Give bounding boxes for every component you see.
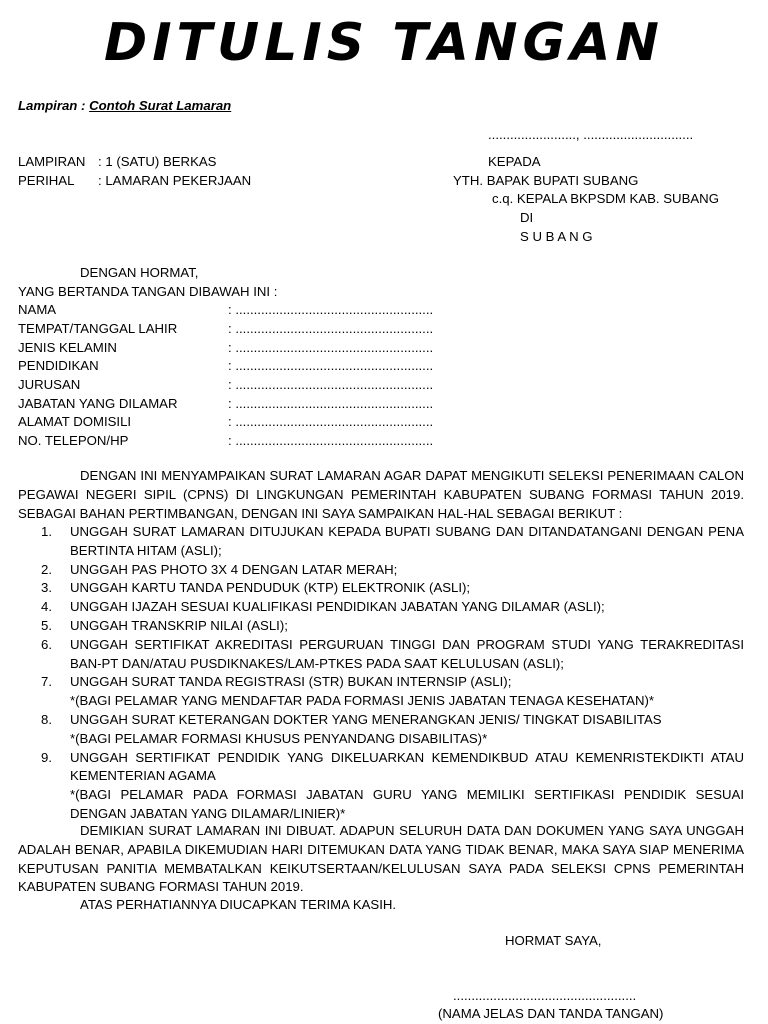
item-number: 3. xyxy=(41,580,52,596)
list-item xyxy=(18,579,744,598)
signoff: HORMAT SAYA, xyxy=(505,933,602,948)
date-place-blank: ........................, .............................. xyxy=(488,127,694,142)
item-text: UNGGAH SURAT KETERANGAN DOKTER YANG MENERANGKAN JENIS/ TINGKAT DISABILITAS xyxy=(70,711,662,727)
greeting: DENGAN HORMAT, xyxy=(80,265,199,280)
signature-line: .................................................. xyxy=(453,988,637,1003)
item-number: 9. xyxy=(41,749,52,765)
item-number: 6. xyxy=(41,636,52,652)
item-number: 5. xyxy=(41,617,52,633)
recipient-kepada: KEPADA xyxy=(488,154,541,169)
recipient-di: DI xyxy=(520,210,534,225)
attachment-line xyxy=(18,98,231,113)
field-value: : ...................................................... xyxy=(228,414,434,429)
list-item xyxy=(18,523,744,561)
thanks-line: ATAS PERHATIANNYA DIUCAPKAN TERIMA KASIH. xyxy=(80,897,397,912)
item-number: 4. xyxy=(41,599,52,615)
list-item xyxy=(18,636,744,674)
lampiran-value: : 1 (SATU) BERKAS xyxy=(98,154,217,169)
item-text: UNGGAH PAS PHOTO 3X 4 DENGAN LATAR MERAH; xyxy=(70,561,398,577)
recipient-yth: YTH. BAPAK BUPATI SUBANG xyxy=(453,173,639,188)
field-label: TEMPAT/TANGGAL LAHIR xyxy=(18,321,178,336)
item-text: UNGGAH KARTU TANDA PENDUDUK (KTP) ELEKTRONIK (ASLI); xyxy=(70,580,471,596)
list-item xyxy=(18,673,744,711)
field-value: : ...................................................... xyxy=(228,396,434,411)
field-label: NO. TELEPON/HP xyxy=(18,433,129,448)
item-text: UNGGAH TRANSKRIP NILAI (ASLI); xyxy=(70,617,288,633)
attachment-prefix: Lampiran : xyxy=(18,98,90,113)
item-number: 8. xyxy=(41,711,52,727)
field-label: NAMA xyxy=(18,302,57,317)
item-note: *(BAGI PELAMAR YANG MENDAFTAR PADA FORMASI JENIS JABATAN TENAGA KESEHATAN)* xyxy=(70,693,655,709)
item-note: *(BAGI PELAMAR FORMASI KHUSUS PENYANDANG DISABILITAS)* xyxy=(70,730,488,746)
item-text: UNGGAH SERTIFIKAT PENDIDIK YANG DIKELUARKAN KEMENDIKBUD ATAU KEMENRISTEKDIKTI ATAU KEMENTERIAN AGAMA xyxy=(70,749,744,784)
item-note: *(BAGI PELAMAR PADA FORMASI JABATAN GURU YANG MEMILIKI SERTIFIKASI PENDIDIK SESUAI DENGAN JABATAN YANG DILAMAR/LINIER)* xyxy=(70,787,744,821)
undersigned-line: YANG BERTANDA TANGAN DIBAWAH INI : xyxy=(18,284,278,299)
field-label: PENDIDIKAN xyxy=(18,358,99,373)
recipient-cq: c.q. KEPALA BKPSDM KAB. SUBANG xyxy=(492,191,719,206)
field-value: : ...................................................... xyxy=(228,340,434,355)
perihal-label: PERIHAL xyxy=(18,173,75,188)
page-banner: DITULIS TANGAN xyxy=(104,13,664,73)
field-label: ALAMAT DOMISILI xyxy=(18,414,132,429)
requirements-list xyxy=(18,523,744,824)
field-value: : ...................................................... xyxy=(228,433,434,448)
list-item xyxy=(18,749,744,824)
perihal-value: : LAMARAN PEKERJAAN xyxy=(98,173,252,188)
lampiran-label: LAMPIRAN xyxy=(18,154,86,169)
field-label: JURUSAN xyxy=(18,377,81,392)
attachment-link[interactable]: Contoh Surat Lamaran xyxy=(89,98,232,113)
item-number: 1. xyxy=(41,524,52,539)
closing-paragraph: DEMIKIAN SURAT LAMARAN INI DIBUAT. ADAPUN SELURUH DATA DAN DOKUMEN YANG SAYA UNGGAH ADALAH BENAR, APABILA DIKEMUDIAN HARI DITEMUKAN DATA YANG TIDAK BENAR, MAKA SAYA SIAP MENERIMA KEPUTUSAN PANITIA MEMBATALKAN KEIKUTSERTAAN/KELULUSAN SAYA PADA SELEKSI CPNS PEMERINTAH KABUPATEN SUBANG FORMASI TAHUN 2019. xyxy=(18,823,744,895)
field-value: : ...................................................... xyxy=(228,377,434,392)
recipient-city: S U B A N G xyxy=(520,229,593,244)
field-label: JENIS KELAMIN xyxy=(18,340,117,355)
item-text: UNGGAH SERTIFIKAT AKREDITASI PERGURUAN TINGGI DAN PROGRAM STUDI YANG TERAKREDITASI BAN-PT DAN/ATAU PUSDIKNAKES/LAM-PTKES PADA SAAT KELULUSAN (ASLI); xyxy=(70,636,744,671)
list-item xyxy=(18,561,744,580)
field-value: : ...................................................... xyxy=(228,302,434,317)
item-number: 7. xyxy=(41,674,52,690)
signature-caption: (NAMA JELAS DAN TANDA TANGAN) xyxy=(438,1006,664,1021)
field-value: : ...................................................... xyxy=(228,321,434,336)
item-number: 2. xyxy=(41,561,52,577)
field-label: JABATAN YANG DILAMAR xyxy=(18,396,178,411)
list-item xyxy=(18,598,744,617)
list-item xyxy=(18,711,744,749)
item-text: UNGGAH IJAZAH SESUAI KUALIFIKASI PENDIDIKAN JABATAN YANG DILAMAR (ASLI); xyxy=(70,599,605,615)
list-item xyxy=(18,617,744,636)
intro-paragraph: DENGAN INI MENYAMPAIKAN SURAT LAMARAN AGAR DAPAT MENGIKUTI SELEKSI PENERIMAAN CALON PEGAWAI NEGERI SIPIL (CPNS) DI LINGKUNGAN PEMERINTAH KABUPATEN SUBANG FORMASI TAHUN 2019. SEBAGAI BAHAN PERTIMBANGAN, DENGAN INI SAYA SAMPAIKAN HAL-HAL SEBAGAI BERIKUT : xyxy=(18,468,744,521)
item-text: UNGGAH SURAT TANDA REGISTRASI (STR) BUKAN INTERNSIP (ASLI); xyxy=(70,674,512,690)
item-text: UNGGAH SURAT LAMARAN DITUJUKAN KEPADA BUPATI SUBANG DAN DITANDATANGANI DENGAN PENA BERTINTA HITAM (ASLI); xyxy=(70,524,744,558)
field-value: : ...................................................... xyxy=(228,358,434,373)
